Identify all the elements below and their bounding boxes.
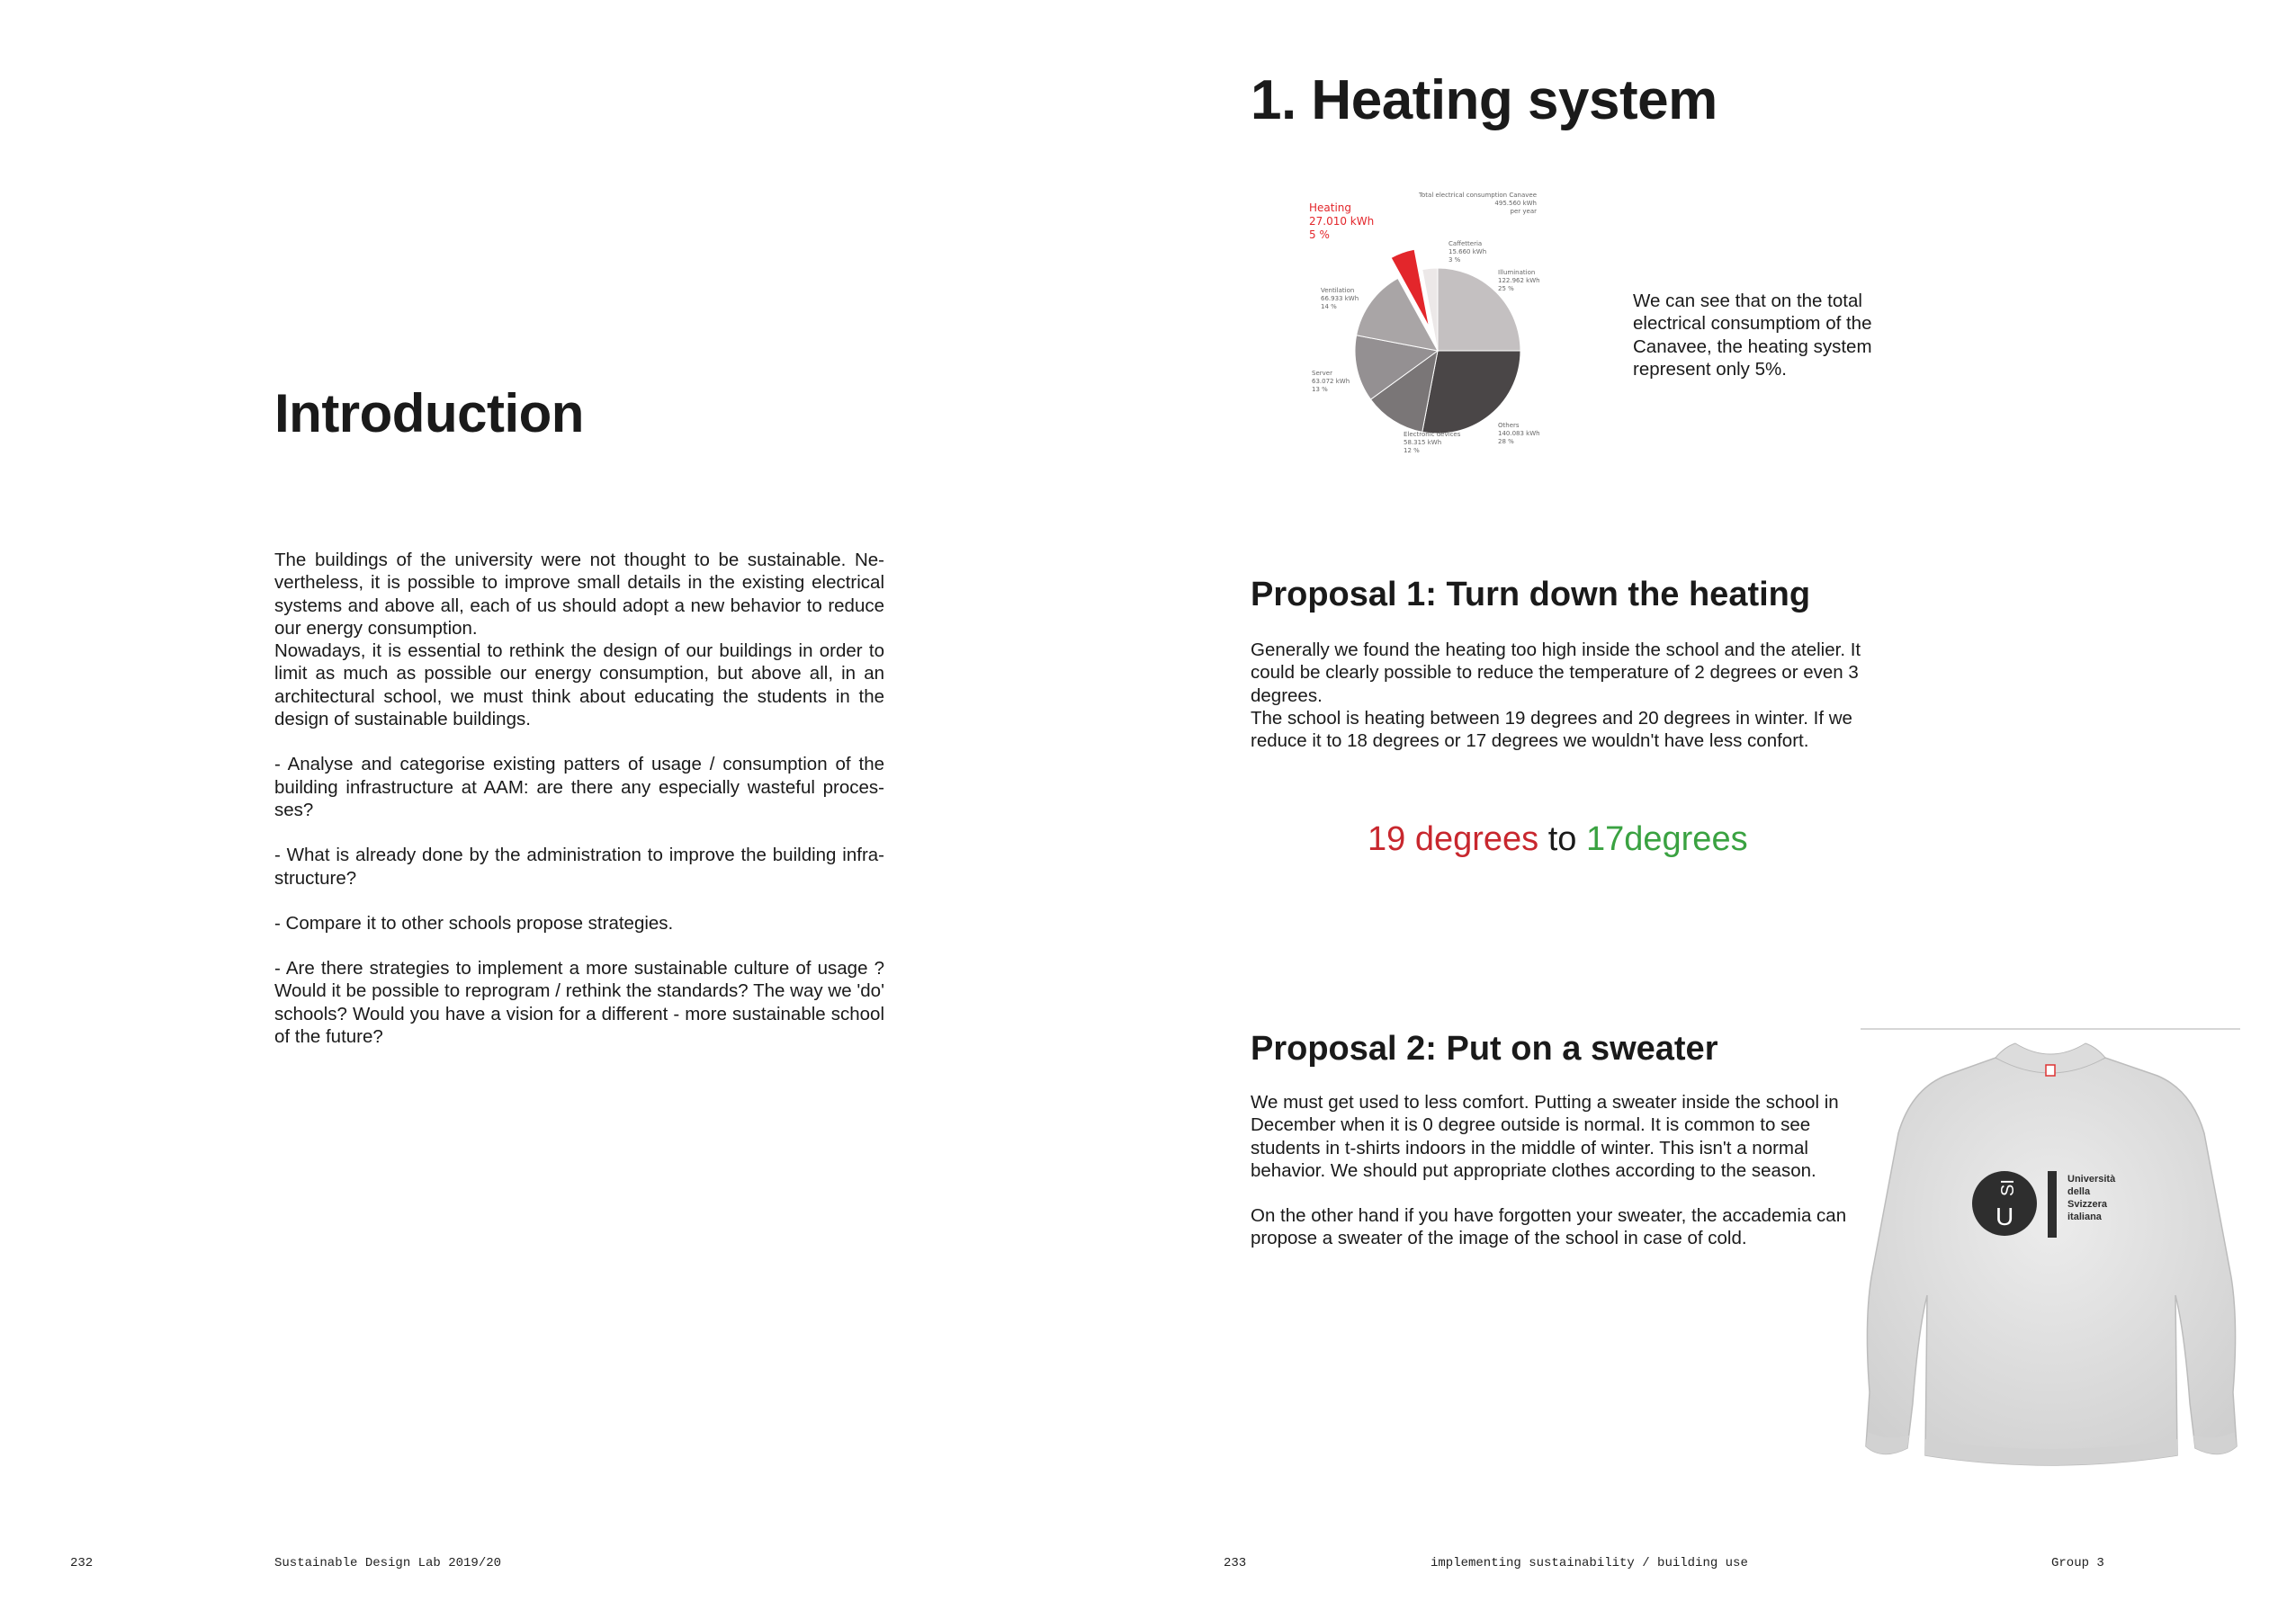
intro-question: - Analyse and categorise existing patters of usage / consumption of the building infrastructure at AAM: are there any especially wasteful proces-ses? <box>274 754 884 820</box>
proposal2-paragraph: We must get used to less comfort. Putting a sweater inside the school in December when it is 0 degree outside is normal. It is common to see students in t-shirts indoors in the middle of winter. This isn't a normal behavior. We should put appropriate clothes according to the season. <box>1251 1092 1839 1181</box>
pie-label: Illumination 122.962 kWh 25 % <box>1498 269 1540 292</box>
proposal1-title: Proposal 1: Turn down the heating <box>1251 576 1811 613</box>
proposal2-paragraph: On the other hand if you have forgotten your sweater, the accademia can propose a sweater of the image of the school in case of cold. <box>1251 1205 1847 1249</box>
logo-line: Università <box>2067 1174 2116 1185</box>
proposal2-body <box>1251 1091 1853 1250</box>
pie-label: Electronic devices 58.315 kWh 12 % <box>1404 431 1461 454</box>
footer-title-right: implementing sustainability / building use <box>1431 1556 1748 1570</box>
usi-sweater-image <box>1861 1025 2240 1484</box>
sweater-illustration <box>1861 1025 2240 1484</box>
intro-title: Introduction <box>274 383 584 443</box>
intro-paragraph: Nowadays, it is essential to rethink the design of our buildings in order to limit as much as possible our energy consumption, but above all, in an architectural school, we must think about educating the students in the design of sustainable buildings. <box>274 640 884 730</box>
proposal1-body <box>1251 639 1871 752</box>
logo-line: della <box>2067 1186 2091 1197</box>
degrees-to: 17degrees <box>1585 820 1748 858</box>
intro-body <box>274 549 884 1048</box>
pie-label: Caffetteria 15.660 kWh 3 % <box>1448 240 1487 264</box>
heating-title: 1. Heating system <box>1251 69 1718 131</box>
footer-page-number-left: 232 <box>70 1556 94 1570</box>
intro-question: - Compare it to other schools propose strategies. <box>274 912 674 934</box>
logo-letter-u: U <box>1996 1203 2014 1230</box>
intro-question: - What is already done by the administration to improve the building infra-structure? <box>274 845 884 889</box>
consumption-pie-chart <box>1296 184 1556 463</box>
proposal2-title: Proposal 2: Put on a sweater <box>1251 1030 1718 1068</box>
intro-question: - Are there strategies to implement a more sustainable culture of usage ? Would it be possible to reprogram / rethink the standards? The way we 'do' schools? Would you have a vision for a different - more sustainable school of the future? <box>274 958 884 1048</box>
pie-label: Heating 27.010 kWh 5 % <box>1309 201 1375 241</box>
footer-title-left: Sustainable Design Lab 2019/20 <box>274 1556 502 1570</box>
chart-note: We can see that on the total electrical consumptiom of the Canavee, the heating system represent only 5%. <box>1633 291 1872 380</box>
degrees-connector: to <box>1547 820 1577 858</box>
logo-line: Svizzera <box>2067 1199 2108 1210</box>
logo-letter-si: SI <box>1998 1179 2018 1196</box>
footer-group: Group 3 <box>2051 1556 2104 1570</box>
degrees-statement <box>1368 820 1748 859</box>
degrees-from: 19 degrees <box>1368 820 1539 858</box>
intro-paragraph: The buildings of the university were not thought to be sustainable. Ne-vertheless, it is possible to improve small details in the existing electrical systems and above all, each of us should adopt a new behavior to reduce our energy consumption. <box>274 550 884 639</box>
proposal1-paragraph: Generally we found the heating too high inside the school and the atelier. It could be clearly possible to reduce the temperature of 2 degrees or even 3 degrees. <box>1251 640 1861 706</box>
pie-label: Ventilation 66.933 kWh 14 % <box>1321 287 1359 310</box>
pie-label: Others 140.083 kWh 28 % <box>1498 422 1540 445</box>
proposal1-paragraph: The school is heating between 19 degrees and 20 degrees in winter. If we reduce it to 18 degrees or 17 degrees we wouldn't have less confort. <box>1251 707 1852 752</box>
logo-line: italiana <box>2067 1212 2102 1222</box>
footer-page-number-right: 233 <box>1224 1556 1247 1570</box>
pie-label: Server 63.072 kWh 13 % <box>1312 370 1350 393</box>
pie-total-label: Total electrical consumption Canavee 495.560 kWh per year <box>1418 192 1537 215</box>
pie-svg <box>1296 184 1556 463</box>
